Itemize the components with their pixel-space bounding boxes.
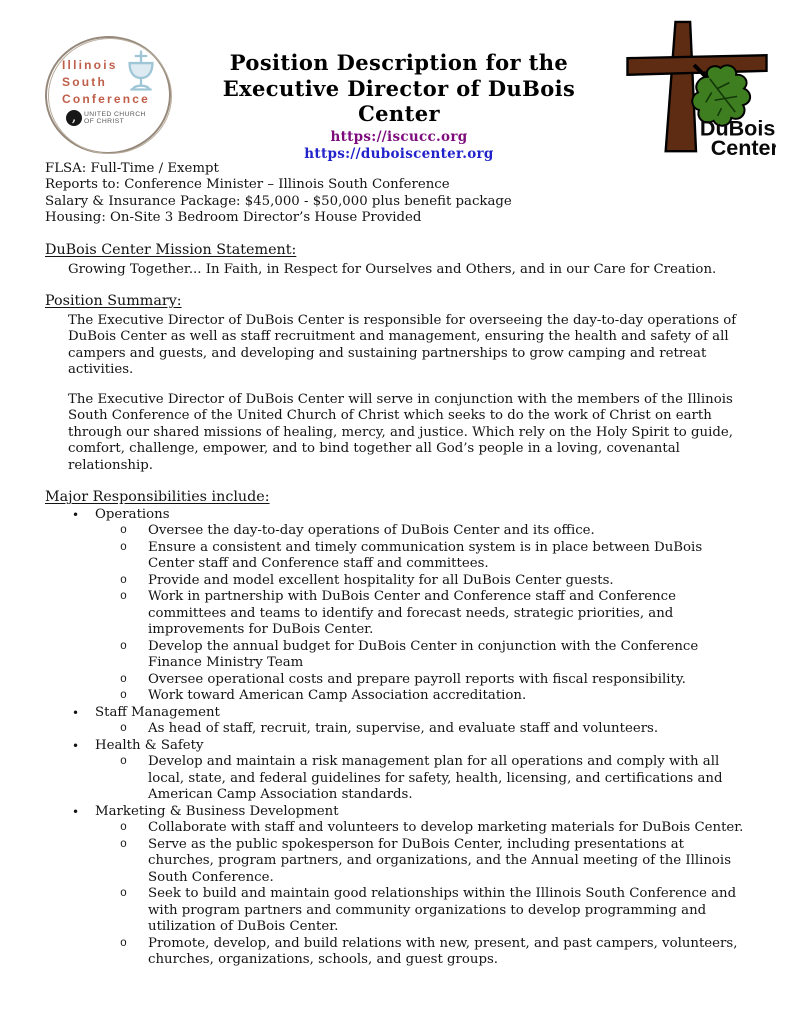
group-label: Staff Management <box>95 704 220 720</box>
circle-marker: o <box>120 755 127 769</box>
list-item: o As head of staff, recruit, train, supervise, and evaluate staff and volunteers. <box>120 721 659 737</box>
position-summary-paragraph-1: The Executive Director of DuBois Center is responsible for overseeing the day-to-day operations of DuBois Center as well as staff recruitment and management, ensuring the health and safety of all campers and guests, and developing and sustaining partnerships to grow camping and retreat activities. <box>68 312 737 378</box>
circle-marker: o <box>120 524 127 538</box>
list-item: o Oversee the day-to-day operations of DuBois Center and its office. <box>120 523 595 539</box>
header-links <box>178 129 620 163</box>
list-item: o Oversee operational costs and prepare payroll reports with fiscal responsibility. <box>120 671 686 687</box>
ucc-label-line2: OF CHRIST <box>84 118 125 125</box>
position-summary-heading: Position Summary: <box>45 293 182 310</box>
circle-marker: o <box>120 837 127 851</box>
list-item: o Serve as the public spokesperson for DuBois Center, including presentations at churches, program partners, and organizations, and the Annual meeting of the Illinois South Conference. <box>120 836 732 885</box>
list-item: o Work in partnership with DuBois Center and Conference staff and Conference committees and teams to identify and forecast needs, strategic priorities, and improvements for DuBois Center. <box>120 589 676 638</box>
list-item: o Develop and maintain a risk management plan for all operations and comply with all local, state, and federal guidelines for safety, health, licensing, and certifications and American Camp Association standards. <box>120 754 723 803</box>
illinois-south-conference-logo <box>45 36 171 154</box>
iscucc-link[interactable]: https://iscucc.org <box>330 128 468 145</box>
document-header <box>178 50 620 163</box>
circle-marker: o <box>120 689 127 703</box>
page-title <box>178 50 620 127</box>
group-label: Health & Safety <box>95 737 204 753</box>
page-title-line2: Executive Director of DuBois Center <box>222 75 576 127</box>
ucc-label-line1: UNITED CHURCH <box>84 110 146 118</box>
circle-marker: o <box>120 887 127 901</box>
responsibilities-heading: Major Responsibilities include: <box>45 489 270 506</box>
responsibility-group-health-safety <box>72 738 751 754</box>
list-item: o Work toward American Camp Association accreditation. <box>120 688 527 704</box>
housing-line: Housing: On-Site 3 Bedroom Director’s House Provided <box>45 210 422 226</box>
position-summary-paragraph-2: The Executive Director of DuBois Center will serve in conjunction with the members of the Illinois South Conference of the United Church of Christ which seeks to do the work of Christ on earth through our shared missions of healing, mercy, and justice. Which rely on the Holy Spirit to guide, comfort, challenge, empower, and to bind together all God’s people in a loving, covenantal relationship. <box>68 391 733 473</box>
bullet-marker: • <box>72 804 80 819</box>
list-item: o Collaborate with staff and volunteers to develop marketing materials for DuBois Center. <box>120 820 744 836</box>
mission-statement-heading: DuBois Center Mission Statement: <box>45 241 297 258</box>
chalice-icon <box>126 49 156 93</box>
ucc-label <box>84 111 146 126</box>
circle-marker: o <box>120 590 127 604</box>
responsibility-group-marketing <box>72 804 751 820</box>
list-item: o Provide and model excellent hospitality for all DuBois Center guests. <box>120 572 614 588</box>
circle-marker: o <box>120 540 127 554</box>
responsibility-group-operations <box>72 507 751 523</box>
circle-marker: o <box>120 672 127 686</box>
document-body <box>45 161 751 969</box>
duboiscenter-link[interactable]: https://duboiscenter.org <box>304 145 494 162</box>
reports-to-line: Reports to: Conference Minister – Illinois South Conference <box>45 177 450 193</box>
isc-logo-line-south: South <box>62 75 107 89</box>
mission-statement-text: Growing Together... In Faith, in Respect for Ourselves and Others, and in our Care for Creation. <box>68 261 717 277</box>
bullet-marker: • <box>72 705 80 720</box>
ucc-mini-logo <box>66 107 146 126</box>
circle-marker: o <box>120 722 127 736</box>
dubois-center-logo <box>618 18 776 160</box>
svg-text:DuBois: DuBois <box>699 116 776 141</box>
group-label: Operations <box>95 506 170 522</box>
svg-text:Center: Center <box>710 136 776 160</box>
bullet-marker: • <box>72 738 80 753</box>
list-item: o Develop the annual budget for DuBois Center in conjunction with the Conference Finance Ministry Team <box>120 638 699 671</box>
page-title-line1: Position Description for the <box>229 50 569 75</box>
flsa-line: FLSA: Full-Time / Exempt <box>45 161 219 176</box>
group-label: Marketing & Business Development <box>95 803 339 819</box>
circle-marker: o <box>120 821 127 835</box>
dubois-logo-text <box>700 117 776 160</box>
list-item: o Ensure a consistent and timely communication system is in place between DuBois Center staff and Conference staff and committees. <box>120 539 703 572</box>
bullet-marker: • <box>72 507 80 522</box>
ucc-comma-icon: , <box>66 110 82 126</box>
responsibility-group-staff-management <box>72 705 751 721</box>
list-item: o Promote, develop, and build relations with new, present, and past campers, volunteers, churches, organizations, schools, and guest groups. <box>120 935 738 968</box>
circle-marker: o <box>120 639 127 653</box>
circle-marker: o <box>120 573 127 587</box>
isc-logo-line-conference: Conference <box>62 92 151 106</box>
isc-logo-line-illinois: Illinois <box>62 58 118 72</box>
circle-marker: o <box>120 936 127 950</box>
list-item: o Seek to build and maintain good relationships within the Illinois South Conference and with program partners and community organizations to develop programming and utilization of DuBois Center. <box>120 886 737 935</box>
salary-line: Salary & Insurance Package: $45,000 - $50,000 plus benefit package <box>45 193 512 209</box>
